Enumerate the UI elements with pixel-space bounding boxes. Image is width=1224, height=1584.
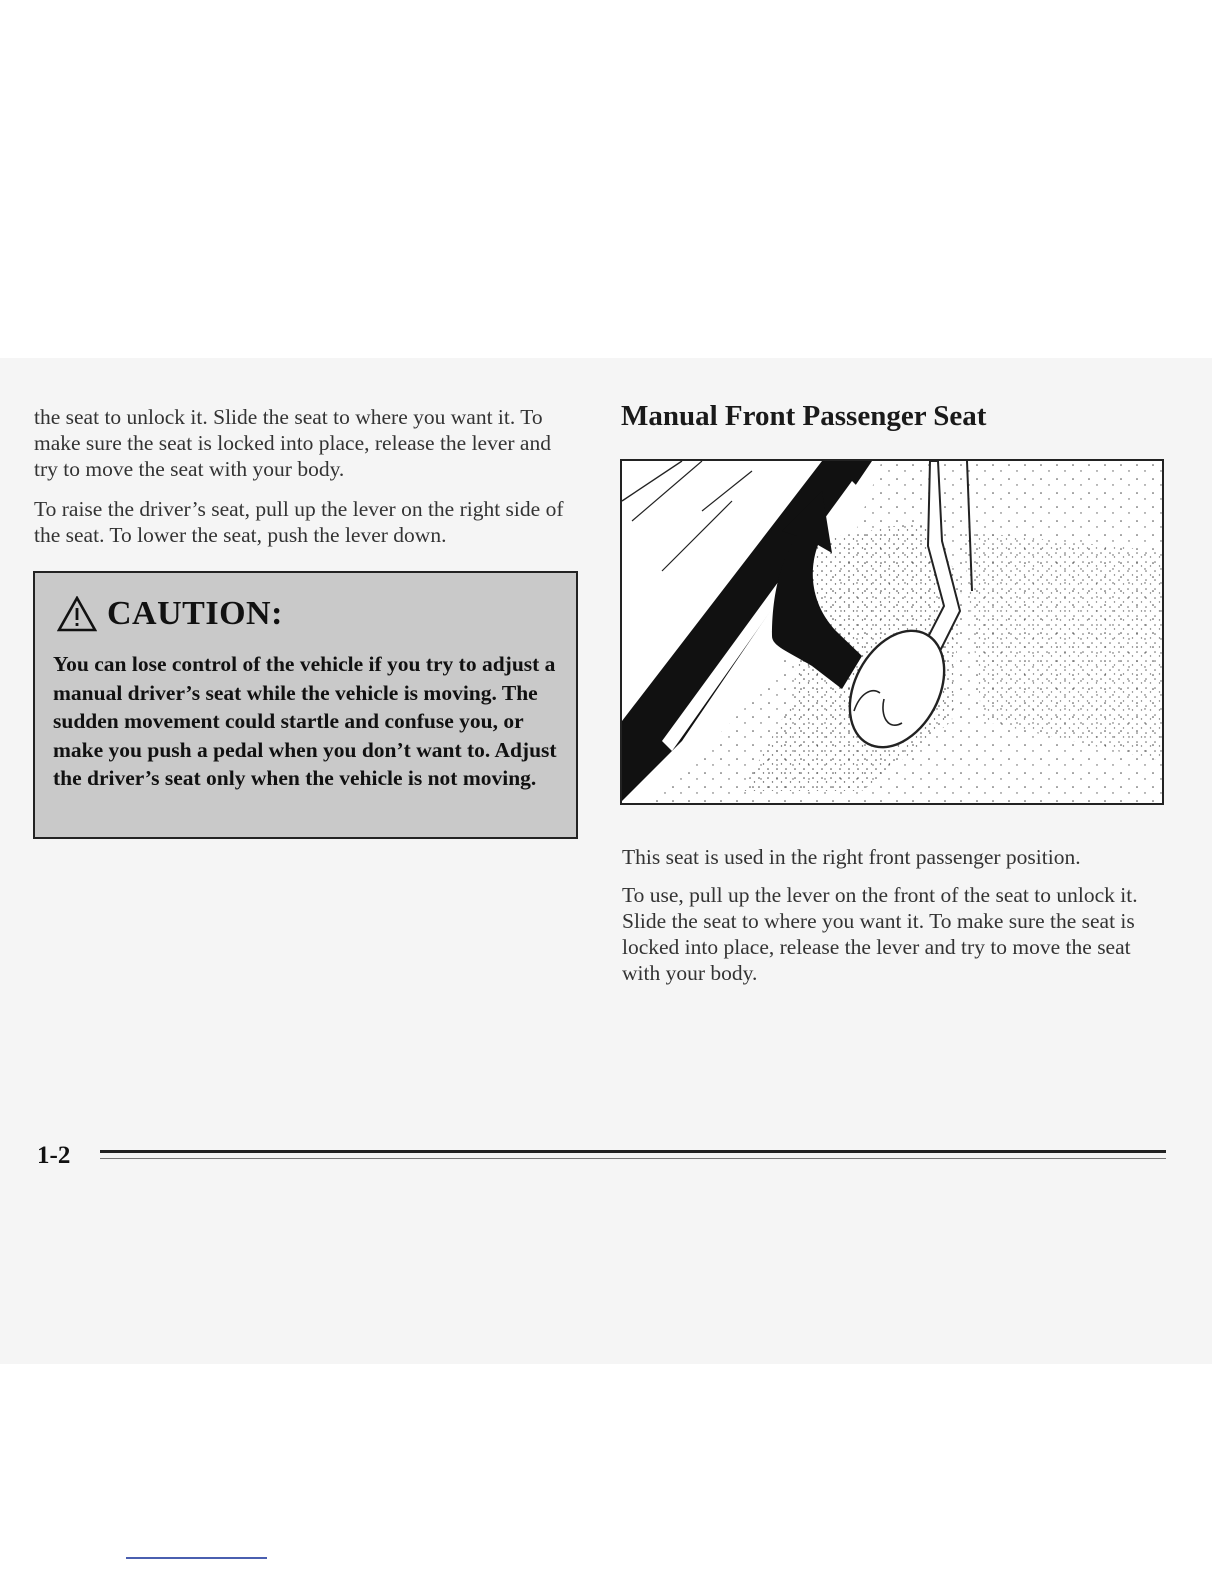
- right-paragraph-2: To use, pull up the lever on the front of the seat to unlock it. Slide the seat to where you want it. To make sure the seat is locked into place, release the lever and try to move the seat with your body.: [622, 883, 1138, 985]
- caution-title: CAUTION:: [107, 595, 283, 632]
- caution-text: You can lose control of the vehicle if you try to adjust a manual driver’s seat while the vehicle is moving. The sudden movement could startle and confuse you, or make you push a pedal when you don’t want to. Adjust the driver’s seat only when the vehicle is not moving.: [53, 652, 557, 791]
- caution-box: [33, 571, 578, 839]
- left-paragraph-1: the seat to unlock it. Slide the seat to where you want it. To make sure the seat is locked into place, release the lever and try to move the seat with your body.: [34, 405, 551, 481]
- caution-header: [57, 595, 283, 633]
- section-heading: Manual Front Passenger Seat: [621, 400, 987, 432]
- warning-triangle-icon: [57, 596, 97, 632]
- footer-rule-thin: [100, 1158, 1166, 1159]
- left-paragraph-2: To raise the driver’s seat, pull up the lever on the right side of the seat. To lower the seat, push the lever down.: [34, 497, 564, 547]
- footer-rule: [100, 1150, 1166, 1153]
- seat-lever-illustration: [620, 459, 1164, 805]
- page-number: 1-2: [37, 1142, 71, 1169]
- bottom-link-rule: [126, 1557, 267, 1559]
- right-paragraph-1: This seat is used in the right front passenger position.: [622, 845, 1081, 869]
